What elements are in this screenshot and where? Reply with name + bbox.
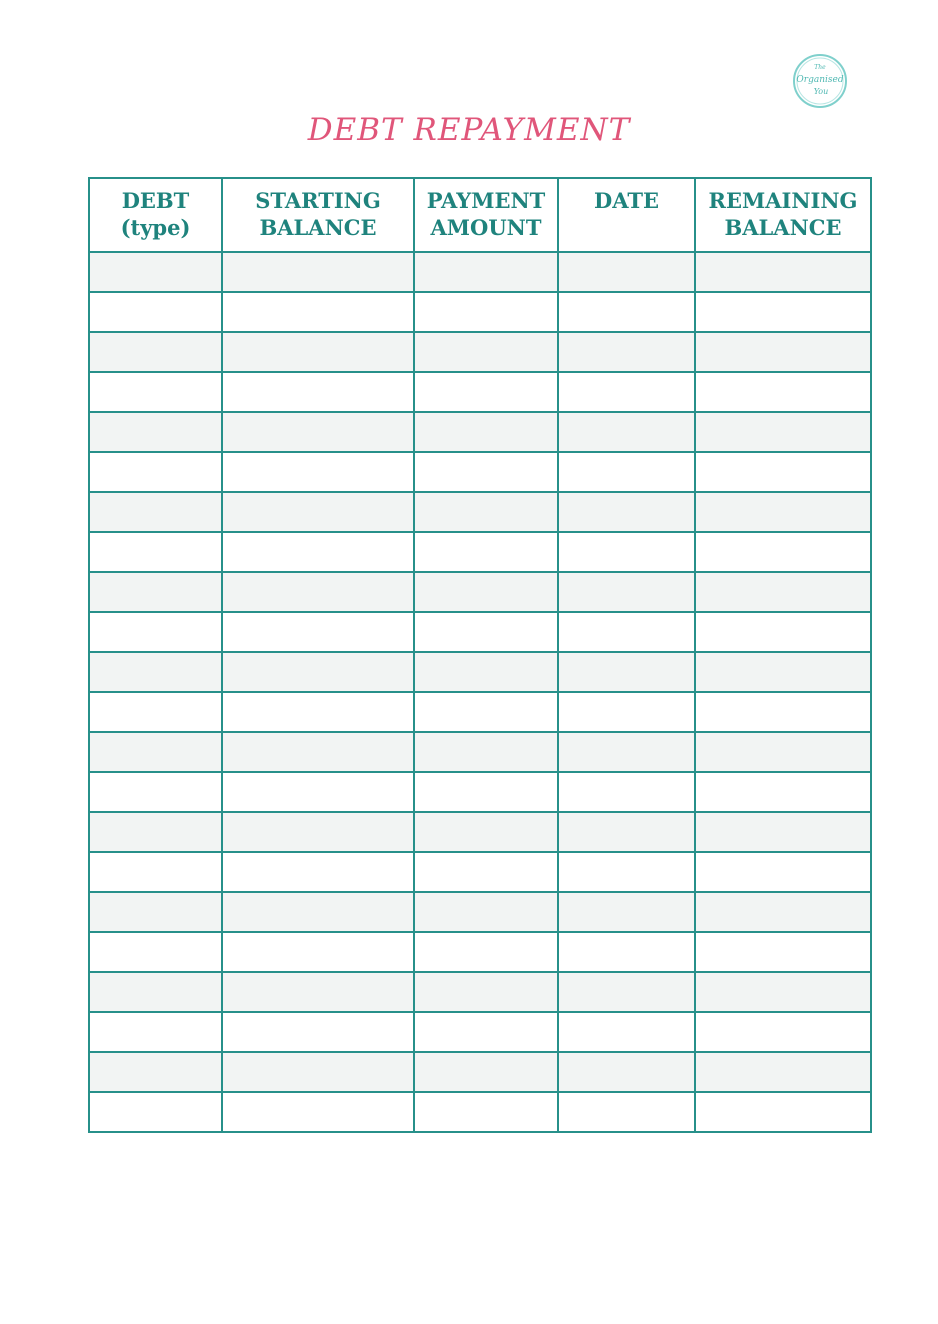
svg-text:Organised: Organised: [796, 75, 844, 85]
debt-type-cell[interactable]: [89, 1092, 222, 1132]
debt-type-cell[interactable]: [89, 772, 222, 812]
payment-amount-cell[interactable]: [414, 492, 558, 532]
debt-type-cell[interactable]: [89, 252, 222, 292]
starting-balance-cell[interactable]: [222, 1012, 414, 1052]
starting-balance-cell[interactable]: [222, 732, 414, 772]
debt-type-cell[interactable]: [89, 572, 222, 612]
starting-balance-cell[interactable]: [222, 1092, 414, 1132]
date-cell[interactable]: [558, 332, 695, 372]
table-row: [89, 972, 871, 1012]
date-cell[interactable]: [558, 812, 695, 852]
table-row: [89, 932, 871, 972]
payment-amount-cell[interactable]: [414, 1052, 558, 1092]
table-row: [89, 492, 871, 532]
debt-type-cell[interactable]: [89, 612, 222, 652]
debt-type-cell[interactable]: [89, 892, 222, 932]
payment-amount-cell[interactable]: [414, 732, 558, 772]
debt-type-cell[interactable]: [89, 332, 222, 372]
table-row: [89, 692, 871, 732]
date-cell[interactable]: [558, 932, 695, 972]
debt-type-cell[interactable]: [89, 1052, 222, 1092]
table-row: [89, 332, 871, 372]
svg-text:The: The: [814, 64, 826, 71]
payment-amount-cell[interactable]: [414, 652, 558, 692]
debt-type-cell[interactable]: [89, 812, 222, 852]
remaining-balance-cell[interactable]: [695, 652, 871, 692]
payment-amount-cell[interactable]: [414, 572, 558, 612]
remaining-balance-cell[interactable]: [695, 692, 871, 732]
date-cell[interactable]: [558, 732, 695, 772]
payment-amount-cell[interactable]: [414, 292, 558, 332]
svg-text:You: You: [813, 87, 829, 96]
payment-amount-cell[interactable]: [414, 772, 558, 812]
date-cell[interactable]: [558, 892, 695, 932]
starting-balance-cell[interactable]: [222, 692, 414, 732]
payment-amount-cell[interactable]: [414, 372, 558, 412]
debt-type-cell[interactable]: [89, 412, 222, 452]
debt-type-cell[interactable]: [89, 692, 222, 732]
starting-balance-cell[interactable]: [222, 812, 414, 852]
table-row: [89, 812, 871, 852]
remaining-balance-cell[interactable]: [695, 972, 871, 1012]
date-cell[interactable]: [558, 772, 695, 812]
table-row: [89, 612, 871, 652]
remaining-balance-cell[interactable]: [695, 812, 871, 852]
table-row: [89, 452, 871, 492]
starting-balance-cell[interactable]: [222, 972, 414, 1012]
column-header-date: DATE: [558, 178, 695, 252]
starting-balance-cell[interactable]: [222, 652, 414, 692]
date-cell[interactable]: [558, 852, 695, 892]
debt-type-cell[interactable]: [89, 852, 222, 892]
remaining-balance-cell[interactable]: [695, 532, 871, 572]
date-cell[interactable]: [558, 572, 695, 612]
remaining-balance-cell[interactable]: [695, 932, 871, 972]
remaining-balance-cell[interactable]: [695, 1092, 871, 1132]
payment-amount-cell[interactable]: [414, 452, 558, 492]
column-header-starting-balance: STARTING BALANCE: [222, 178, 414, 252]
remaining-balance-cell[interactable]: [695, 412, 871, 452]
payment-amount-cell[interactable]: [414, 612, 558, 652]
date-cell[interactable]: [558, 1092, 695, 1132]
table-row: [89, 292, 871, 332]
debt-type-cell[interactable]: [89, 452, 222, 492]
debt-type-cell[interactable]: [89, 372, 222, 412]
column-header-debt-type: DEBT (type): [89, 178, 222, 252]
table-row: [89, 252, 871, 292]
debt-type-cell[interactable]: [89, 732, 222, 772]
date-cell[interactable]: [558, 1052, 695, 1092]
starting-balance-cell[interactable]: [222, 492, 414, 532]
brand-logo: [792, 53, 848, 109]
remaining-balance-cell[interactable]: [695, 612, 871, 652]
starting-balance-cell[interactable]: [222, 532, 414, 572]
table-row: [89, 732, 871, 772]
remaining-balance-cell[interactable]: [695, 1012, 871, 1052]
debt-type-cell[interactable]: [89, 492, 222, 532]
starting-balance-cell[interactable]: [222, 332, 414, 372]
remaining-balance-cell[interactable]: [695, 772, 871, 812]
table-row: [89, 1092, 871, 1132]
payment-amount-cell[interactable]: [414, 332, 558, 372]
column-header-payment-amount: PAYMENT AMOUNT: [414, 178, 558, 252]
date-cell[interactable]: [558, 452, 695, 492]
date-cell[interactable]: [558, 532, 695, 572]
table-row: [89, 852, 871, 892]
date-cell[interactable]: [558, 612, 695, 652]
remaining-balance-cell[interactable]: [695, 452, 871, 492]
remaining-balance-cell[interactable]: [695, 892, 871, 932]
table-row: [89, 1012, 871, 1052]
starting-balance-cell[interactable]: [222, 292, 414, 332]
debt-type-cell[interactable]: [89, 972, 222, 1012]
date-cell[interactable]: [558, 412, 695, 452]
starting-balance-cell[interactable]: [222, 612, 414, 652]
starting-balance-cell[interactable]: [222, 372, 414, 412]
payment-amount-cell[interactable]: [414, 532, 558, 572]
table-row: [89, 532, 871, 572]
debt-type-cell[interactable]: [89, 532, 222, 572]
date-cell[interactable]: [558, 1012, 695, 1052]
starting-balance-cell[interactable]: [222, 772, 414, 812]
date-cell[interactable]: [558, 252, 695, 292]
date-cell[interactable]: [558, 372, 695, 412]
payment-amount-cell[interactable]: [414, 892, 558, 932]
table-header-row: [89, 178, 871, 252]
starting-balance-cell[interactable]: [222, 892, 414, 932]
payment-amount-cell[interactable]: [414, 252, 558, 292]
payment-amount-cell[interactable]: [414, 1012, 558, 1052]
payment-amount-cell[interactable]: [414, 852, 558, 892]
date-cell[interactable]: [558, 652, 695, 692]
table-row: [89, 892, 871, 932]
remaining-balance-cell[interactable]: [695, 332, 871, 372]
date-cell[interactable]: [558, 492, 695, 532]
remaining-balance-cell[interactable]: [695, 252, 871, 292]
starting-balance-cell[interactable]: [222, 412, 414, 452]
payment-amount-cell[interactable]: [414, 812, 558, 852]
table-row: [89, 372, 871, 412]
page-title: DEBT REPAYMENT: [307, 112, 631, 148]
date-cell[interactable]: [558, 972, 695, 1012]
table-row: [89, 572, 871, 612]
table-row: [89, 772, 871, 812]
payment-amount-cell[interactable]: [414, 412, 558, 452]
remaining-balance-cell[interactable]: [695, 852, 871, 892]
date-cell[interactable]: [558, 692, 695, 732]
remaining-balance-cell[interactable]: [695, 1052, 871, 1092]
starting-balance-cell[interactable]: [222, 932, 414, 972]
column-header-remaining-balance: REMAINING BALANCE: [695, 178, 871, 252]
payment-amount-cell[interactable]: [414, 932, 558, 972]
debt-repayment-table: [88, 177, 872, 1133]
remaining-balance-cell[interactable]: [695, 372, 871, 412]
starting-balance-cell[interactable]: [222, 1052, 414, 1092]
debt-type-cell[interactable]: [89, 932, 222, 972]
date-cell[interactable]: [558, 292, 695, 332]
starting-balance-cell[interactable]: [222, 572, 414, 612]
payment-amount-cell[interactable]: [414, 972, 558, 1012]
payment-amount-cell[interactable]: [414, 1092, 558, 1132]
table-row: [89, 652, 871, 692]
starting-balance-cell[interactable]: [222, 852, 414, 892]
starting-balance-cell[interactable]: [222, 252, 414, 292]
remaining-balance-cell[interactable]: [695, 292, 871, 332]
debt-type-cell[interactable]: [89, 1012, 222, 1052]
debt-type-cell[interactable]: [89, 652, 222, 692]
table-body: [89, 252, 871, 1132]
starting-balance-cell[interactable]: [222, 452, 414, 492]
remaining-balance-cell[interactable]: [695, 732, 871, 772]
payment-amount-cell[interactable]: [414, 692, 558, 732]
remaining-balance-cell[interactable]: [695, 572, 871, 612]
remaining-balance-cell[interactable]: [695, 492, 871, 532]
table-row: [89, 1052, 871, 1092]
debt-type-cell[interactable]: [89, 292, 222, 332]
table-row: [89, 412, 871, 452]
